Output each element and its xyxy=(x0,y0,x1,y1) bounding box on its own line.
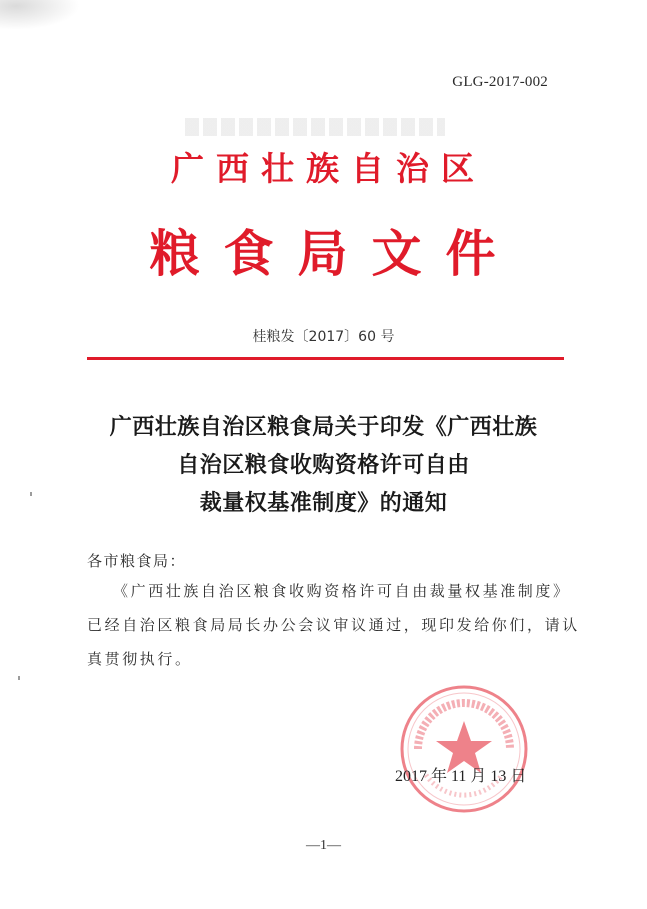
document-number: 桂粮发〔2017〕60 号 xyxy=(252,329,395,345)
red-official-seal-icon xyxy=(398,683,530,815)
scan-speck xyxy=(18,676,20,680)
issuer-title-line-2: 粮食局文件 xyxy=(149,224,520,283)
issuer-title-line-1: 广西壮族自治区 xyxy=(171,149,486,188)
body-line-3: 真贯彻执行。 xyxy=(87,650,193,668)
notice-heading-line-2: 自治区粮食收购资格许可自由 xyxy=(177,452,470,478)
red-separator-line xyxy=(87,357,564,360)
bleed-through-text xyxy=(185,118,445,136)
body-line-1: 《广西壮族自治区粮食收购资格许可自由裁量权基准制度》 xyxy=(113,582,571,600)
body-line-2: 已经自治区粮食局局长办公会议审议通过，现印发给你们，请认 xyxy=(87,616,580,634)
scan-speck xyxy=(30,492,32,496)
issue-date: 2017 年 11 月 13 日 xyxy=(395,768,527,785)
document-code: GLG-2017-002 xyxy=(452,74,548,90)
scan-shadow xyxy=(0,0,80,30)
salutation: 各市粮食局： xyxy=(87,552,187,570)
notice-heading-line-3: 裁量权基准制度》的通知 xyxy=(199,490,448,516)
notice-heading-line-1: 广西壮族自治区粮食局关于印发《广西壮族 xyxy=(109,414,538,440)
page-number: —1— xyxy=(306,838,341,853)
